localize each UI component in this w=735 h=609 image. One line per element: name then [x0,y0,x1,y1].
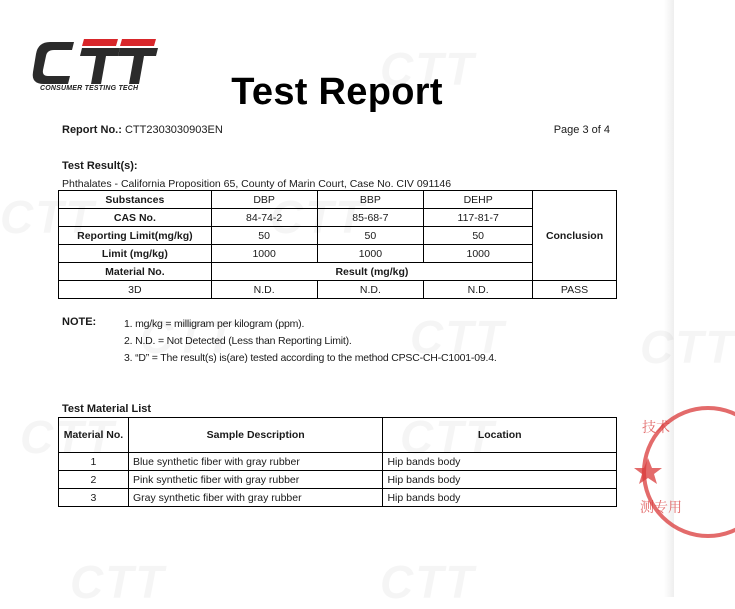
row-label-substances: Substances [59,191,212,209]
result-cell: N.D. [424,281,533,299]
page-number: Page 3 of 4 [553,124,610,136]
table-header-row [59,418,617,453]
note-line: 3. “D” = The result(s) is(are) tested according to the method CPSC-CH-C1001-09.4. [124,352,497,364]
result-cell: N.D. [211,281,317,299]
limit-cell: 1000 [317,245,424,263]
watermark [380,555,475,609]
logo-subtitle: CONSUMER TESTING TECH [40,85,139,92]
description-cell: Blue synthetic fiber with gray rubber [128,453,383,471]
material-no-cell: 1 [59,453,129,471]
watermark [640,320,735,374]
limit-cell: 1000 [424,245,533,263]
report-number-label: Report No.: [62,124,122,136]
result-header: Result (mg/kg) [211,263,532,281]
note-label: NOTE: [62,316,97,328]
location-cell: Hip bands body [383,471,617,489]
result-table [58,190,617,299]
description-cell: Gray synthetic fiber with gray rubber [128,489,383,507]
test-result-label: Test Result(s): [62,160,138,172]
limit-cell: 1000 [211,245,317,263]
page-title: Test Report [231,71,443,113]
conclusion-header: Conclusion [533,191,617,281]
location-cell: Hip bands body [383,453,617,471]
substance-cell: BBP [317,191,424,209]
table-row [59,453,617,471]
note-list [124,316,497,367]
reporting-limit-cell: 50 [211,227,317,245]
reporting-limit-cell: 50 [317,227,424,245]
row-label-cas: CAS No. [59,209,212,227]
result-cell: N.D. [317,281,424,299]
description-cell: Pink synthetic fiber with gray rubber [128,471,383,489]
row-label-limit: Limit (mg/kg) [59,245,212,263]
report-number-value: CTT2303030903EN [124,124,223,136]
material-cell: 3D [59,281,212,299]
header-material-no: Material No. [59,418,129,453]
header-description: Sample Description [128,418,383,453]
svg-text:技术: 技术 [642,420,670,436]
row-label-reporting-limit: Reporting Limit(mg/kg) [59,227,212,245]
report-number [62,124,223,136]
reporting-limit-cell: 50 [424,227,533,245]
note-line: 2. N.D. = Not Detected (Less than Reporting Limit). [124,335,352,347]
material-no-cell: 2 [59,471,129,489]
watermark [70,555,165,609]
table-row [59,471,617,489]
cas-cell: 117-81-7 [424,209,533,227]
material-list-label: Test Material List [62,403,152,415]
note-line: 1. mg/kg = milligram per kilogram (ppm). [124,318,305,330]
header-location: Location [383,418,617,453]
substance-cell: DEHP [424,191,533,209]
svg-text:测专用: 测专用 [640,500,682,516]
location-cell: Hip bands body [383,489,617,507]
row-label-material: Material No. [59,263,212,281]
conclusion-cell: PASS [533,281,617,299]
material-table [58,417,617,507]
cas-cell: 85-68-7 [317,209,424,227]
substance-cell: DBP [211,191,317,209]
test-result-subtitle: Phthalates - California Proposition 65, County of Marin Court, Case No. CIV 091146 [62,178,452,190]
material-no-cell: 3 [59,489,129,507]
table-row [59,191,617,209]
official-stamp [638,402,698,542]
table-row [59,489,617,507]
table-row [59,281,617,299]
cas-cell: 84-74-2 [211,209,317,227]
